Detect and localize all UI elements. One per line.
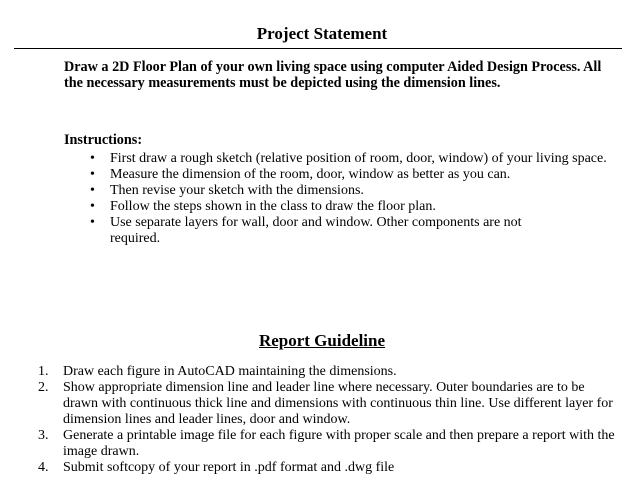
list-item-number: 4. xyxy=(38,460,49,475)
list-item xyxy=(38,380,622,428)
list-item xyxy=(38,460,622,476)
instructions-heading: Instructions: xyxy=(64,132,143,148)
list-item-text: Then revise your sketch with the dimensions. xyxy=(110,183,364,198)
list-item xyxy=(38,428,622,460)
page-title: Project Statement xyxy=(256,24,388,43)
list-item-text: Use separate layers for wall, door and window. Other components are not required. xyxy=(110,215,522,246)
list-item-number: 3. xyxy=(38,428,49,443)
bullet-icon: • xyxy=(90,151,95,166)
list-item-number: 2. xyxy=(38,380,49,395)
list-item-text: Follow the steps shown in the class to draw the floor plan. xyxy=(110,199,436,214)
bullet-icon: • xyxy=(90,199,95,214)
list-item xyxy=(88,215,622,247)
instructions-list xyxy=(88,151,622,247)
list-item-text: Measure the dimension of the room, door, window as better as you can. xyxy=(110,167,511,182)
list-item-text: Generate a printable image file for each figure with proper scale and then prepare a report with the image drawn. xyxy=(63,428,615,459)
project-statement-text: Draw a 2D Floor Plan of your own living space using computer Aided Design Process. All the necessary measurements must be depicted using the dimension lines. xyxy=(64,59,602,91)
report-guideline-heading: Report Guideline xyxy=(258,331,386,350)
list-item xyxy=(88,183,622,199)
bullet-icon: • xyxy=(90,167,95,182)
bottom-fade-overlay xyxy=(0,480,622,503)
list-item xyxy=(88,199,622,215)
list-item xyxy=(88,167,622,183)
list-item-text: Draw each figure in AutoCAD maintaining the dimensions. xyxy=(63,364,397,379)
bullet-icon: • xyxy=(90,183,95,198)
list-item xyxy=(38,364,622,380)
list-item-number: 1. xyxy=(38,364,49,379)
list-item-text: First draw a rough sketch (relative position of room, door, window) of your living space. xyxy=(110,151,607,166)
list-item-text: Show appropriate dimension line and leader line where necessary. Outer boundaries are to be drawn with continuous thick line and dimensions with continuous thin line. Use different layer for dimension lines and leader lines, door and window. xyxy=(63,380,613,427)
bullet-icon: • xyxy=(90,215,95,230)
report-guideline-list xyxy=(38,364,622,476)
title-divider xyxy=(14,48,622,49)
list-item xyxy=(88,151,622,167)
list-item-text: Submit softcopy of your report in .pdf format and .dwg file xyxy=(63,460,395,475)
